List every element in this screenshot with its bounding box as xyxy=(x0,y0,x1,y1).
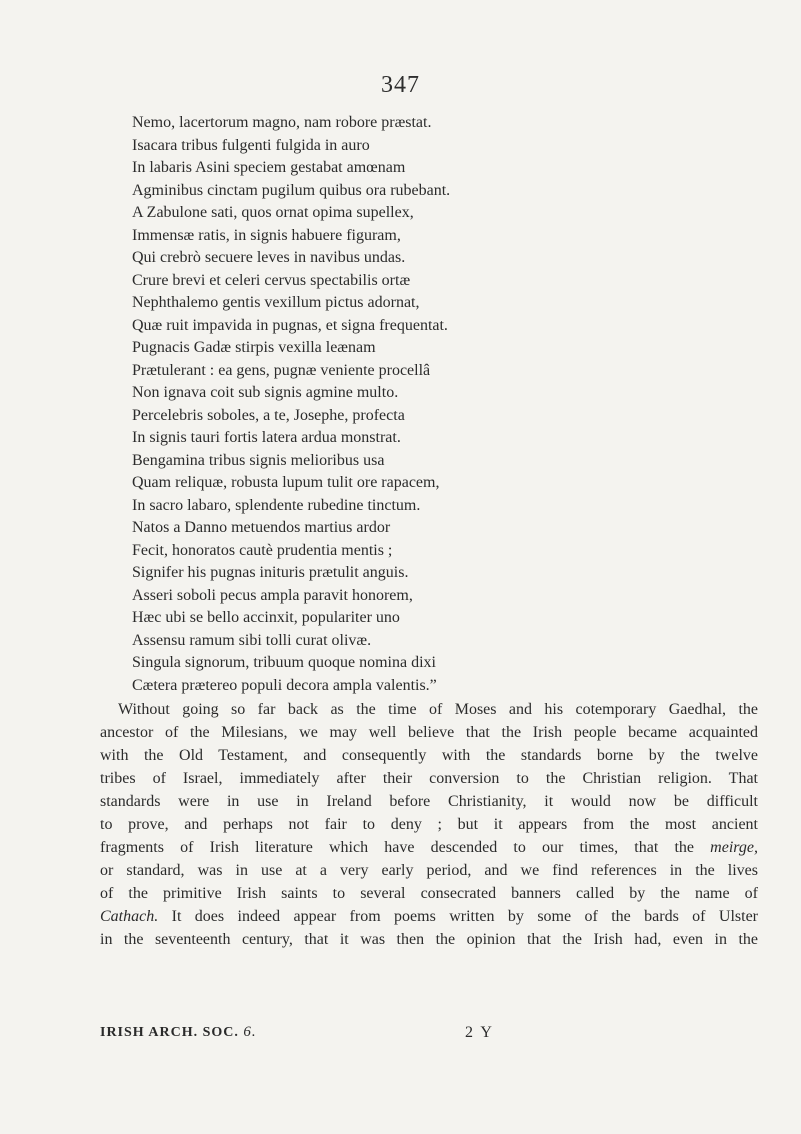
prose-line: ancestor of the Milesians, we may well believe that the Irish people became acquainted xyxy=(100,724,758,741)
poem-line: Nephthalemo gentis vexillum pictus adornat, xyxy=(132,294,420,311)
poem-line: Bengamina tribus signis melioribus usa xyxy=(132,451,385,469)
poem-line: Natos a Danno metuendos martius ardor xyxy=(132,519,391,536)
poem-line: In sacro labaro, splendente rubedine tinctum. xyxy=(132,496,421,514)
poem-line: Qui crebrò secuere leves in navibus undas. xyxy=(132,249,406,266)
poem-line: Immensæ ratis, in signis habuere figuram, xyxy=(132,226,401,244)
poem-line: In labaris Asini speciem gestabat amœnam xyxy=(132,159,406,176)
poem-line: Crure brevi et celeri cervus spectabilis ortæ xyxy=(132,271,411,289)
prose-line: tribes of Israel, immediately after their conversion to the Christian religion. That xyxy=(100,770,758,787)
prose-line: Without going so far back as the time of Moses and his cotemporary Gaedhal, the xyxy=(118,701,758,718)
prose-paragraph xyxy=(100,698,758,951)
prose-line xyxy=(100,905,758,928)
prose-line: to prove, and perhaps not fair to deny ; but it appears from the most ancient xyxy=(100,816,758,833)
poem-line: Prætulerant : ea gens, pugnæ veniente procellâ xyxy=(132,361,431,379)
poem-line: Isacara tribus fulgenti fulgida in auro xyxy=(132,136,370,154)
signature-mark: 2 Y xyxy=(465,1024,494,1041)
poem-line: Percelebris soboles, a te, Josephe, profecta xyxy=(132,406,405,424)
latin-poem xyxy=(132,112,752,697)
poem-line: Singula signorum, tribuum quoque nomina dixi xyxy=(132,654,436,671)
poem-line: Quam reliquæ, robusta lupum tulit ore rapacem, xyxy=(132,474,440,491)
poem-line: Quæ ruit impavida in pugnas, et signa frequentat. xyxy=(132,316,448,334)
prose-text: It does indeed appear from poems written by some of the bards of Ulster xyxy=(158,908,758,925)
poem-line: Nemo, lacertorum magno, nam robore præstat. xyxy=(132,114,432,131)
signature-number: 6. xyxy=(243,1024,257,1040)
page-number: 347 xyxy=(381,72,420,98)
poem-line: Cætera prætereo populi decora ampla valentis.” xyxy=(132,676,437,694)
poem-line: Agminibus cinctam pugilum quibus ora rubebant. xyxy=(132,181,451,199)
italic-term-cathach: Cathach. xyxy=(100,908,159,925)
poem-line: Hæc ubi se bello accinxit, populariter uno xyxy=(132,609,400,626)
prose-line: with the Old Testament, and consequently with the standards borne by the twelve xyxy=(100,747,758,764)
signature-footer xyxy=(100,1024,758,1046)
italic-term-meirge: meirge, xyxy=(710,839,758,856)
poem-line: Asseri soboli pecus ampla paravit honorem, xyxy=(132,586,413,604)
prose-line: standards were in use in Ireland before Christianity, it would now be difficult xyxy=(100,793,758,810)
prose-line xyxy=(100,836,758,859)
prose-line: of the primitive Irish saints to several consecrated banners called by the name of xyxy=(100,885,758,902)
poem-line: Assensu ramum sibi tolli curat olivæ. xyxy=(132,631,372,649)
poem-line: Non ignava coit sub signis agmine multo. xyxy=(132,384,399,401)
poem-line: Signifer his pugnas inituris prætulit anguis. xyxy=(132,564,409,581)
prose-line: or standard, was in use at a very early period, and we find references in the lives xyxy=(100,862,758,879)
poem-line: Pugnacis Gadæ stirpis vexilla leænam xyxy=(132,339,376,356)
signature-text: IRISH ARCH. SOC. xyxy=(100,1025,239,1040)
signature-mark-left xyxy=(100,1024,257,1041)
prose-line: in the seventeenth century, that it was then the opinion that the Irish had, even in the xyxy=(100,931,758,948)
poem-line: In signis tauri fortis latera ardua monstrat. xyxy=(132,429,401,446)
poem-line: Fecit, honoratos cautè prudentia mentis ; xyxy=(132,541,393,559)
prose-text: fragments of Irish literature which have descended to our times, that the xyxy=(100,839,711,856)
poem-line: A Zabulone sati, quos ornat opima supellex, xyxy=(132,204,414,221)
